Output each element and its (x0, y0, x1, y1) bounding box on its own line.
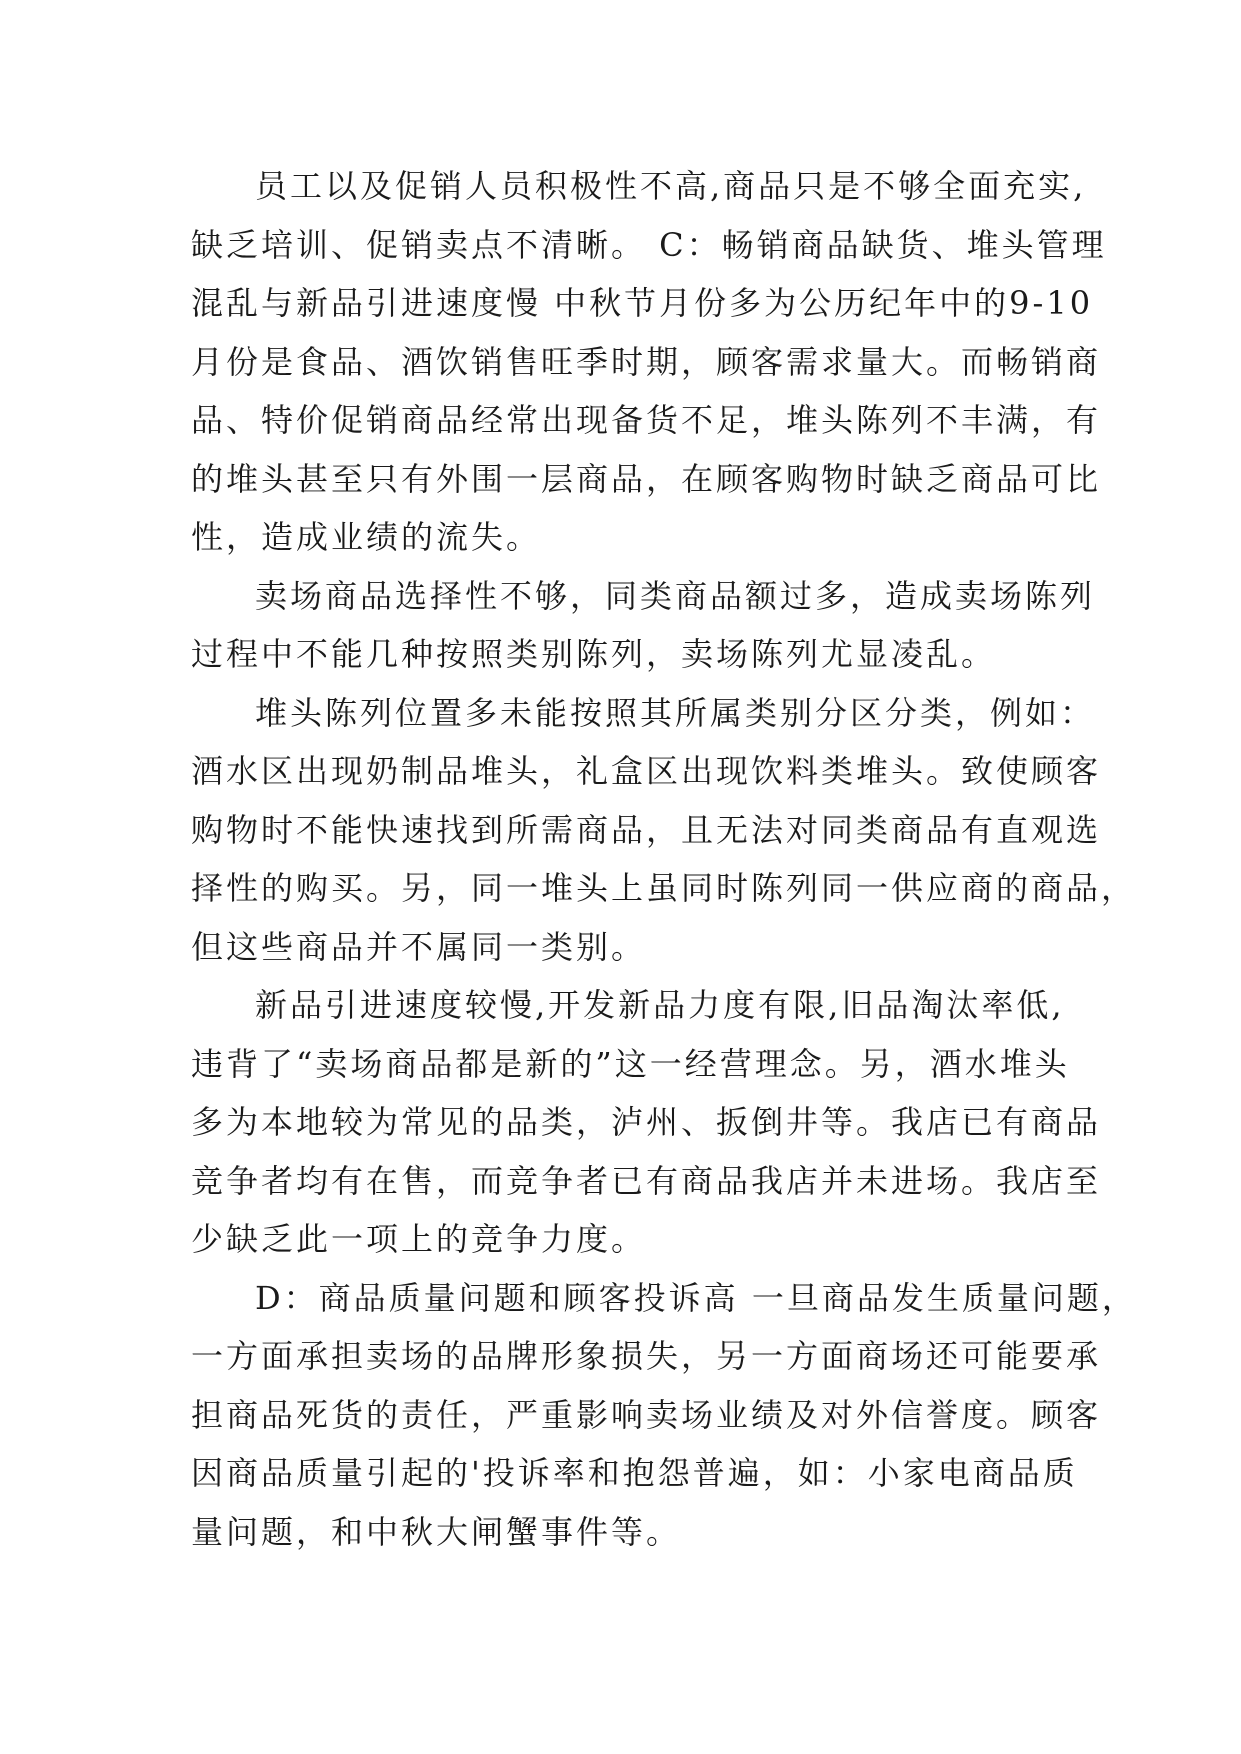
paragraph-staff-and-stock (191, 157, 1107, 567)
paragraph-selection (191, 567, 1096, 684)
text-line: 多为本地较为常见的品类，泸州、扳倒井等。我店已有商品 (191, 1103, 1102, 1141)
text-line: 卖场商品选择性不够，同类商品额过多，造成卖场陈列 (255, 576, 1096, 615)
text-line: 性，造成业绩的流失。 (191, 518, 542, 556)
text-line: 员工以及促销人员积极性不高,商品只是不够全面充实, (255, 167, 1087, 205)
text-line: 少缺乏此一项上的竞争力度。 (191, 1220, 647, 1258)
paragraph-quality-complaints (191, 1269, 1137, 1562)
text-line: 品、特价促销商品经常出现备货不足，堆头陈列不丰满，有 (191, 401, 1102, 439)
text-line: 一方面承担卖场的品牌形象损失，另一方面商场还可能要承 (191, 1337, 1102, 1375)
text-line: 购物时不能快速找到所需商品，且无法对同类商品有直观选 (191, 810, 1102, 849)
document-body (191, 157, 1137, 1561)
text-line: 新品引进速度较慢,开发新品力度有限,旧品淘汰率低, (255, 986, 1065, 1024)
text-line: 违背了“卖场商品都是新的”这一经营理念。另，酒水堆头 (191, 1044, 1070, 1083)
paragraph-new-products (191, 976, 1102, 1269)
text-line: D：商品质量问题和顾客投诉高 一旦商品发生质量问题， (255, 1278, 1137, 1317)
text-line: 择性的购买。另，同一堆头上虽同时陈列同一供应商的商品， (191, 869, 1137, 907)
text-line: 量问题，和中秋大闸蟹事件等。 (191, 1512, 682, 1551)
text-line: 堆头陈列位置多未能按照其所属类别分区分类，例如： (255, 693, 1096, 732)
text-line: 的堆头甚至只有外围一层商品，在顾客购物时缺乏商品可比 (191, 459, 1102, 498)
text-line: 混乱与新品引进速度慢 中秋节月份多为公历纪年中的9-10 (191, 284, 1094, 322)
paragraph-display-location (191, 684, 1137, 977)
text-line: 因商品质量引起的'投诉率和抱怨普遍，如：小家电商品质 (191, 1454, 1078, 1492)
text-line: 酒水区出现奶制品堆头，礼盒区出现饮料类堆头。致使顾客 (191, 752, 1102, 790)
text-line: 缺乏培训、促销卖点不清晰。 C：畅销商品缺货、堆头管理 (191, 225, 1107, 264)
text-line: 但这些商品并不属同一类别。 (191, 927, 647, 966)
text-line: 过程中不能几种按照类别陈列，卖场陈列尤显凌乱。 (191, 635, 997, 673)
text-line: 竞争者均有在售，而竞争者已有商品我店并未进场。我店至 (191, 1161, 1102, 1200)
text-line: 月份是食品、酒饮销售旺季时期，顾客需求量大。而畅销商 (191, 342, 1102, 381)
text-line: 担商品死货的责任，严重影响卖场业绩及对外信誉度。顾客 (191, 1395, 1102, 1434)
